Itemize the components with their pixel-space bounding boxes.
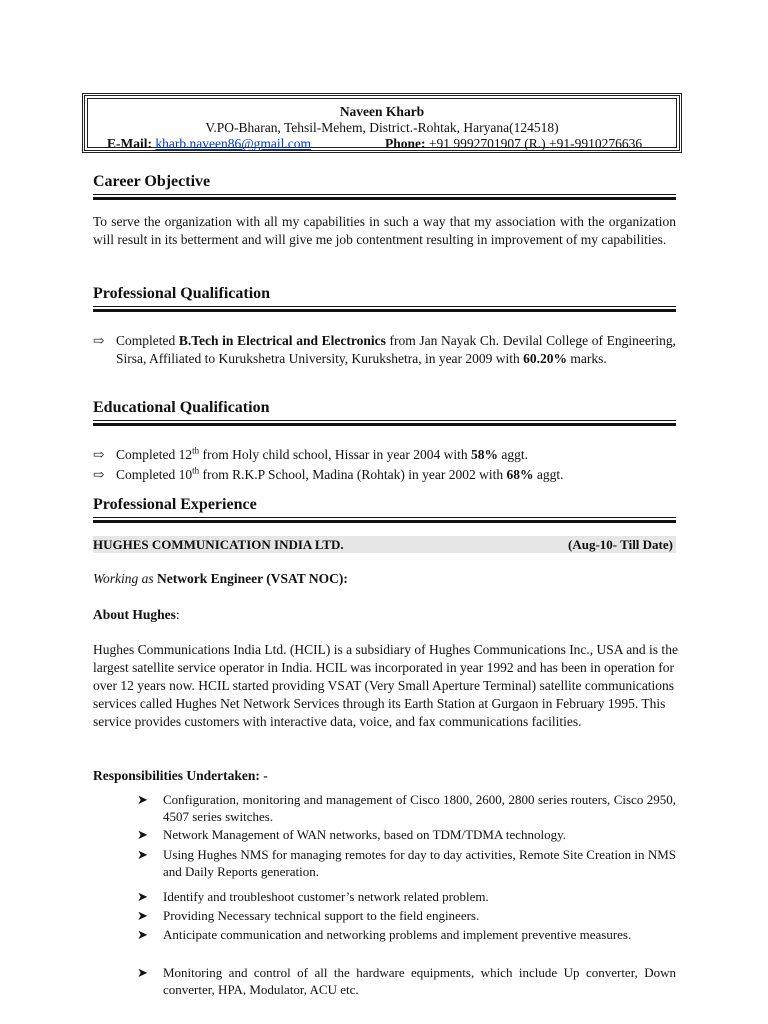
educational-qualification-heading <box>93 399 676 417</box>
career-objective-heading <box>93 173 676 191</box>
arrowhead-bullet-icon: ➤ <box>137 927 148 942</box>
phone-numbers: +91 9992701907 (R.) +91-9910276636 <box>428 136 643 151</box>
company-name: HUGHES COMMUNICATION INDIA LTD. <box>93 537 344 552</box>
arrow-bullet-icon: ⇨ <box>93 467 105 482</box>
responsibilities-title: Responsibilities Undertaken: - <box>93 768 268 783</box>
responsibilities-heading <box>93 767 676 785</box>
career-objective-text: To serve the organization with all my capabilities in such a way that my association with the organization will result in its betterment and will give me job contentment resulting in improvement of my capabilities. <box>93 214 676 247</box>
email-link[interactable]: kharb.naveen86@gmail.com <box>155 136 312 151</box>
career-objective-title: Career Objective <box>93 173 211 190</box>
arrowhead-bullet-icon: ➤ <box>137 827 148 842</box>
qual-mid: from Jan Nayak Ch. Devilal College of Engineering, Sirsa, Affiliated to Kurukshetra University, Kurukshetra, in year 2009 with <box>116 333 676 366</box>
edu-sup: th <box>192 465 200 476</box>
responsibility-text: Monitoring and control of all the hardware equipments, which include Up converter, Down converter, HPA, Modulator, ACU etc. <box>163 965 676 997</box>
job-role-line <box>93 570 676 588</box>
candidate-name: Naveen Kharb <box>339 104 425 119</box>
divider <box>93 520 676 523</box>
arrow-bullet-icon: ⇨ <box>93 447 105 462</box>
working-as-label: Working as <box>93 571 154 586</box>
divider <box>93 197 676 200</box>
job-role: Network Engineer (VSAT NOC): <box>157 571 348 586</box>
edu-pct: 68% <box>506 467 534 482</box>
divider <box>93 517 676 518</box>
divider <box>93 420 676 421</box>
edu-mid: from R.K.P School, Madina (Rohtak) in year 2002 with <box>199 467 507 482</box>
qual-pre: Completed <box>116 333 179 348</box>
divider <box>93 306 676 307</box>
about-colon: : <box>175 607 180 622</box>
about-hughes-heading: About Hughes <box>93 607 176 622</box>
responsibility-text: Identify and troubleshoot customer’s network related problem. <box>163 889 489 904</box>
responsibility-text: Using Hughes NMS for managing remotes for day to day activities, Remote Site Creation in NMS and Daily Reports generation. <box>163 847 676 879</box>
professional-qualification-title: Professional Qualification <box>93 285 271 302</box>
responsibility-text: Network Management of WAN networks, based on TDM/TDMA technology. <box>163 827 567 842</box>
qual-post: marks. <box>567 351 607 366</box>
candidate-address: V.PO-Bharan, Tehsil-Mehem, District.-Rohtak, Haryana(124518) <box>205 120 559 135</box>
education-text <box>116 446 676 464</box>
about-heading-line <box>93 606 676 624</box>
arrowhead-bullet-icon: ➤ <box>137 908 148 923</box>
arrowhead-bullet-icon: ➤ <box>137 847 148 862</box>
edu-pct: 58% <box>470 447 498 462</box>
education-text <box>116 466 676 484</box>
employment-dates: (Aug-10- Till Date) <box>568 537 673 552</box>
qual-degree: B.Tech in Electrical and Electronics <box>178 333 386 348</box>
educational-qualification-title: Educational Qualification <box>93 399 270 416</box>
arrowhead-bullet-icon: ➤ <box>137 792 148 807</box>
professional-experience-title: Professional Experience <box>93 496 257 513</box>
responsibility-text: Configuration, monitoring and management of Cisco 1800, 2600, 2800 series routers, Cisco 2950, 4507 series switches. <box>163 792 676 824</box>
divider <box>93 309 676 312</box>
divider <box>93 194 676 195</box>
responsibility-text: Anticipate communication and networking problems and implement preventive measures. <box>163 927 632 942</box>
arrow-bullet-icon: ⇨ <box>93 333 105 348</box>
edu-mid: from Holy child school, Hissar in year 2004 with <box>199 447 471 462</box>
contact-header-box <box>82 93 682 153</box>
phone-row <box>385 135 642 152</box>
divider <box>93 423 676 426</box>
arrowhead-bullet-icon: ➤ <box>137 889 148 904</box>
arrowhead-bullet-icon: ➤ <box>137 965 148 980</box>
about-hughes-text: Hughes Communications India Ltd. (HCIL) is a subsidiary of Hughes Communications Inc., USA and is the largest satellite service operator in India. HCIL was incorporated in year 1992 and has been in operation for over 12 years now. HCIL started providing VSAT (Very Small Aperture Terminal) satellite communications services called Hughes Net Network Services through its Earth Station at Gurgaon in February 1995. This service provides customers with interactive data, voice, and fax communications facilities. <box>93 642 678 729</box>
edu-post: aggt. <box>533 467 564 482</box>
email-label: E-Mail: <box>107 136 152 151</box>
qualification-text <box>116 332 676 368</box>
edu-pre: Completed 12 <box>116 447 193 462</box>
edu-sup: th <box>192 445 200 456</box>
email-row <box>107 135 311 152</box>
professional-qualification-heading <box>93 285 676 303</box>
responsibility-text: Providing Necessary technical support to the field engineers. <box>163 908 480 923</box>
professional-experience-heading <box>93 496 676 514</box>
edu-pre: Completed 10 <box>116 467 193 482</box>
phone-label: Phone: <box>385 136 426 151</box>
qual-marks: 60.20% <box>523 351 568 366</box>
company-bar <box>93 536 676 553</box>
edu-post: aggt. <box>497 447 528 462</box>
